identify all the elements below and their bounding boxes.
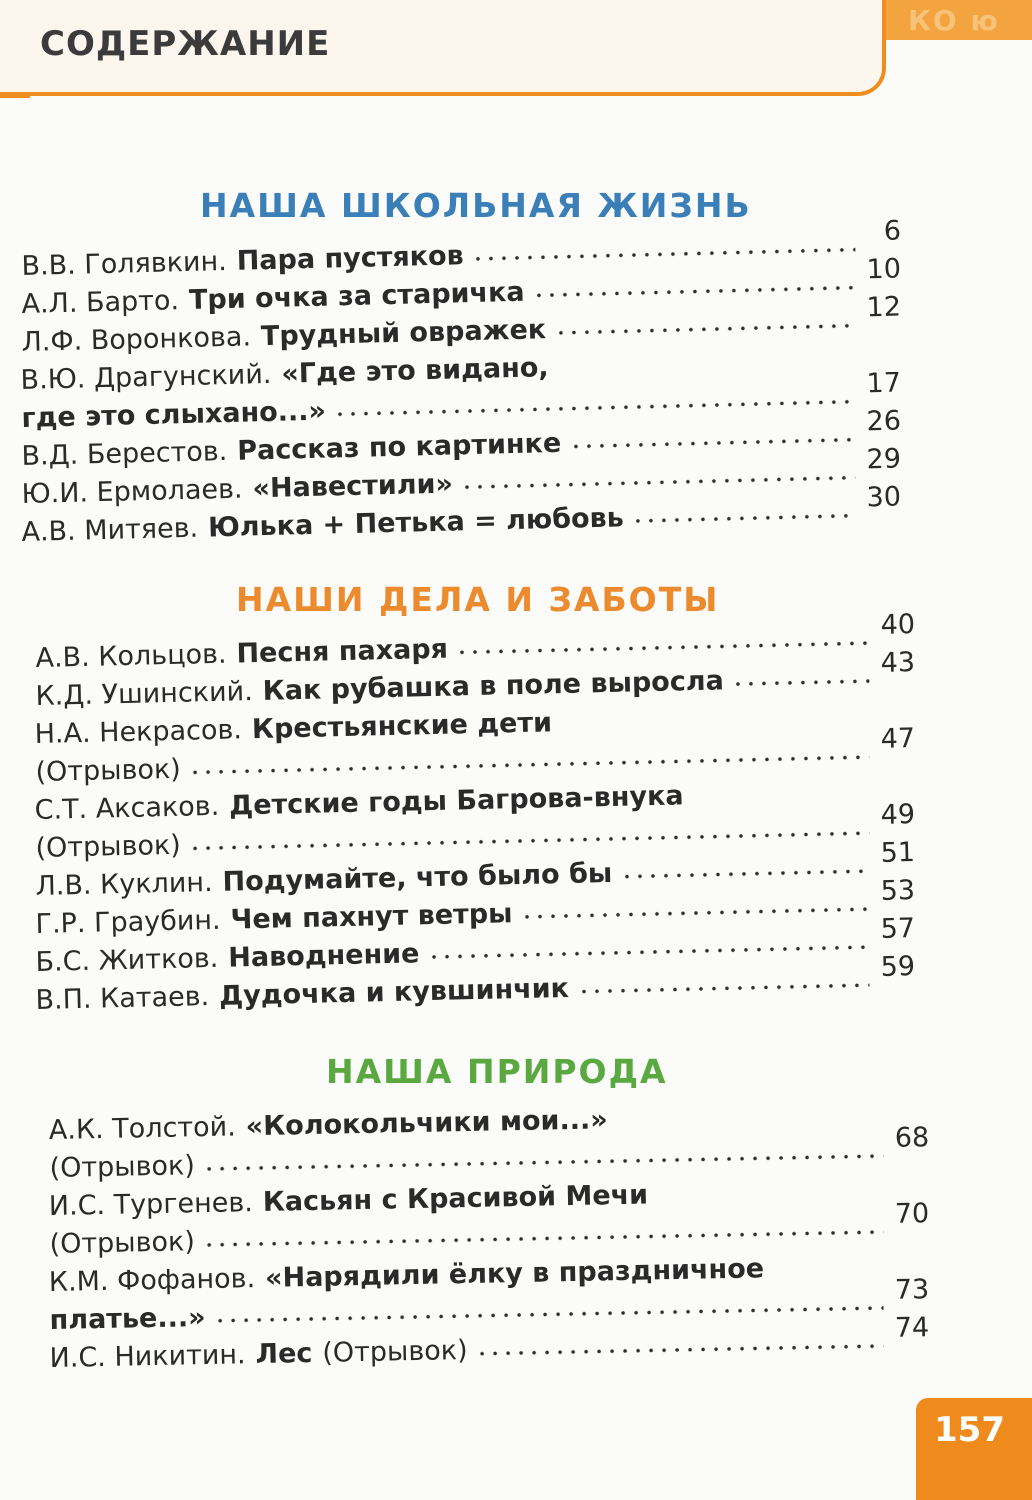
entry-title: Юлька + Петька = любовь (207, 502, 625, 544)
entry-author: И.С. Никитин. (49, 1339, 246, 1375)
dot-leader (577, 981, 870, 996)
entry-page: 10 (866, 253, 902, 286)
section-title: НАША ШКОЛЬНАЯ ЖИЗНЬ (200, 186, 752, 225)
dot-leader (520, 905, 869, 921)
dot-leader (569, 436, 855, 451)
entry-page: 29 (866, 443, 902, 476)
entry-page: 70 (894, 1198, 930, 1230)
entry-author: Ю.И. Ермолаев. (21, 473, 243, 511)
entry-author: Н.А. Некрасов. (34, 714, 243, 751)
dot-leader (461, 474, 856, 492)
dot-leader (732, 677, 870, 688)
dot-leader (189, 829, 870, 852)
entry-title: Наводнение (227, 938, 420, 974)
entry-title: «Нарядили ёлку в праздничное (264, 1253, 765, 1294)
entry-page: 73 (894, 1274, 930, 1306)
page-title: СОДЕРЖАНИЕ (40, 24, 331, 64)
entry-author: А.К. Толстой. (48, 1111, 237, 1147)
entry-author: С.Т. Аксаков. (34, 790, 220, 827)
entry-page: 49 (880, 799, 916, 831)
section-title: НАША ПРИРОДА (326, 1052, 668, 1091)
header-bar (0, 92, 30, 98)
dot-leader (203, 1152, 884, 1173)
dot-leader (554, 322, 855, 337)
entry-continuation: где это слыхано...» (21, 395, 327, 435)
entry-title: Подумайте, что было бы (222, 857, 613, 898)
entry-title: Пара пустяков (236, 240, 465, 277)
entry-title: «Колокольчики мои...» (245, 1104, 608, 1143)
entry-author: К.М. Фофанов. (48, 1263, 256, 1299)
header-corner (886, 0, 1032, 40)
entry-title: Дудочка и кувшинчик (218, 972, 570, 1012)
page-number-box (916, 1398, 1032, 1500)
entry-continuation: (Отрывок) (35, 753, 182, 789)
entry-page: 47 (880, 723, 916, 755)
entry-page: 30 (866, 481, 902, 514)
dot-leader (472, 246, 856, 263)
dot-leader (620, 867, 869, 881)
entry-author: А.В. Митяев. (21, 512, 199, 549)
dot-leader (203, 1228, 884, 1249)
entry-author: В.Ю. Драгунский. (20, 358, 272, 397)
dot-leader (533, 284, 856, 300)
entry-page: 12 (866, 291, 902, 324)
entry-author: К.Д. Ушинский. (35, 676, 254, 713)
entry-title: «Навестили» (252, 468, 454, 505)
entry-title: Как рубашка в поле выросла (262, 665, 725, 707)
entry-title: Чем пахнут ветры (230, 898, 513, 936)
entry-title: Касьян с Красивой Мечи (262, 1179, 649, 1218)
entry-title: Рассказ по картинке (236, 427, 562, 467)
dot-leader (476, 1342, 884, 1358)
entry-author: И.С. Тургенев. (48, 1187, 254, 1223)
entry-title: Песня пахаря (236, 633, 449, 670)
entry-continuation: (Отрывок) (35, 829, 182, 865)
entry-continuation: (Отрывок) (49, 1150, 196, 1185)
entry-author: Б.С. Житков. (35, 942, 219, 979)
dot-leader (213, 1304, 883, 1325)
dot-leader (632, 512, 856, 525)
entry-author: В.Д. Берестов. (21, 435, 228, 473)
entry-author: Л.В. Куклин. (35, 866, 213, 903)
entry-author: Г.Р. Граубин. (35, 904, 221, 941)
entry-page: 43 (880, 647, 916, 679)
entry-page: 57 (880, 913, 916, 945)
entry-page: 68 (894, 1122, 930, 1154)
entry-title: Трудный овражек (260, 314, 547, 353)
header-corner-text: КО ю (908, 4, 1000, 37)
entry-author: Л.Ф. Воронкова. (21, 321, 252, 359)
entry-page: 51 (880, 837, 916, 869)
dot-leader (189, 753, 870, 776)
dot-leader (427, 943, 869, 961)
entry-page: 40 (880, 609, 916, 641)
page-number: 157 (934, 1410, 1005, 1450)
entry-continuation: (Отрывок) (49, 1226, 196, 1261)
entry-note: (Отрывок) (322, 1334, 468, 1369)
entry-page: 74 (894, 1312, 930, 1344)
section-title: НАШИ ДЕЛА И ЗАБОТЫ (236, 580, 720, 619)
entry-title: Три очка за старичка (188, 276, 525, 316)
entry-page: 59 (880, 951, 916, 983)
entry-page: 53 (880, 875, 916, 907)
entry-title: Крестьянские дети (251, 707, 553, 746)
entry-author: В.П. Катаев. (35, 981, 210, 1017)
dot-leader (456, 639, 870, 656)
entry-title: «Где это видано, (280, 352, 549, 390)
entry-page: 17 (866, 367, 902, 400)
entry-author: А.Л. Барто. (21, 285, 180, 321)
entry-author: А.В. Кольцов. (35, 638, 227, 675)
entry-page: 26 (866, 405, 902, 438)
entry-continuation: платье...» (49, 1302, 206, 1337)
entry-title: Лес (255, 1337, 313, 1371)
entry-author: В.В. Голявкин. (21, 245, 228, 283)
dot-leader (334, 398, 856, 419)
entry-page: 6 (883, 215, 902, 247)
entry-title: Детские годы Багрова-внука (228, 780, 684, 822)
